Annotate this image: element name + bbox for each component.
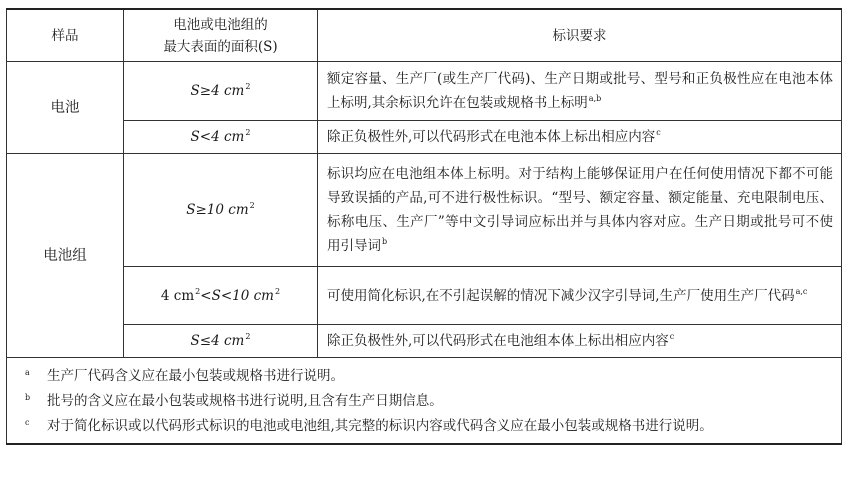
area-cell: [124, 267, 318, 325]
header-area: [124, 9, 318, 62]
area-text: S≥4 cm: [190, 83, 245, 99]
header-area-line2: 最大表面的面积(S): [163, 38, 278, 55]
table-row: [7, 154, 842, 267]
requirement-text: 除正负极性外,可以代码形式在电池本体上标出相应内容: [327, 129, 656, 145]
requirement-text: 额定容量、生产厂(或生产厂代码)、生产日期或批号、型号和正负极性应在电池本体上标明,其余标识允许在包装或规格书上标明: [327, 71, 833, 111]
area-sup: 2: [245, 332, 251, 341]
table-row: [7, 121, 842, 154]
footnote-c: [25, 414, 831, 439]
requirement-text: 可使用简化标识,在不引起误解的情况下减少汉字引导词,生产厂使用生产厂代码: [327, 287, 795, 304]
requirement-cell: [318, 154, 842, 267]
requirement-sup: b: [382, 237, 388, 246]
requirement-cell: [318, 121, 842, 154]
footnote-text: 批号的含义应在最小包装或规格书进行说明,且含有生产日期信息。: [47, 393, 443, 409]
requirement-text: 标识均应在电池组本体上标明。对于结构上能够保证用户在任何使用情况下都不可能导致误插的产品,可不进行极性标识。“型号、额定容量、额定能量、充电限制电压、标称电压、生产厂”等中文引导词应标出并与具体内容对应。生产日期或批号可不使用引导词: [327, 166, 833, 254]
table-row: [7, 267, 842, 325]
header-requirement: 标识要求: [318, 9, 842, 62]
battery-marking-table-container: [6, 8, 841, 474]
requirement-cell: [318, 267, 842, 325]
area-sup: 2: [245, 128, 251, 137]
area-text: S<4 cm: [190, 129, 245, 145]
battery-marking-table: [6, 8, 842, 445]
footnote-mark: c: [25, 418, 30, 427]
requirement-cell: [318, 325, 842, 358]
area-cell: [124, 325, 318, 358]
footnote-text: 对于简化标识或以代码形式标识的电池或电池组,其完整的标识内容或代码含义应在最小包装或规格书进行说明。: [47, 418, 713, 434]
requirement-sup: a,c: [795, 286, 808, 296]
area-sup: 2: [245, 82, 251, 91]
area-text: <S<10 cm: [200, 287, 274, 304]
requirement-sup: c: [669, 332, 675, 341]
area-prefix: 4 cm: [160, 287, 195, 304]
footnote-mark: a: [25, 368, 30, 377]
footnote-mark: b: [25, 393, 31, 402]
footnote-text: 生产厂代码含义应在最小包装或规格书进行说明。: [47, 368, 344, 384]
header-area-line1: 电池或电池组的: [173, 16, 268, 33]
area-sup: 2: [274, 286, 281, 296]
header-row: [7, 9, 842, 62]
table-row: [7, 62, 842, 121]
footnote-b: [25, 389, 831, 414]
area-text: S≥10 cm: [186, 202, 249, 218]
area-prefix-sup: 2: [195, 286, 201, 296]
requirement-text: 除正负极性外,可以代码形式在电池组本体上标出相应内容: [327, 333, 669, 349]
header-sample: 样品: [7, 9, 124, 62]
area-sup: 2: [249, 201, 255, 210]
area-cell: [124, 121, 318, 154]
table-row: [7, 325, 842, 358]
footnote-a: [25, 364, 831, 389]
sample-cell-battery: 电池: [7, 62, 124, 154]
area-text: S≤4 cm: [190, 333, 245, 349]
requirement-sup: a,b: [588, 94, 602, 103]
notes-row: [7, 358, 842, 445]
requirement-sup: c: [656, 128, 661, 137]
notes-cell: [7, 358, 842, 445]
area-cell: [124, 154, 318, 267]
requirement-cell: [318, 62, 842, 121]
area-cell: [124, 62, 318, 121]
sample-cell-battery-pack: 电池组: [7, 154, 124, 358]
